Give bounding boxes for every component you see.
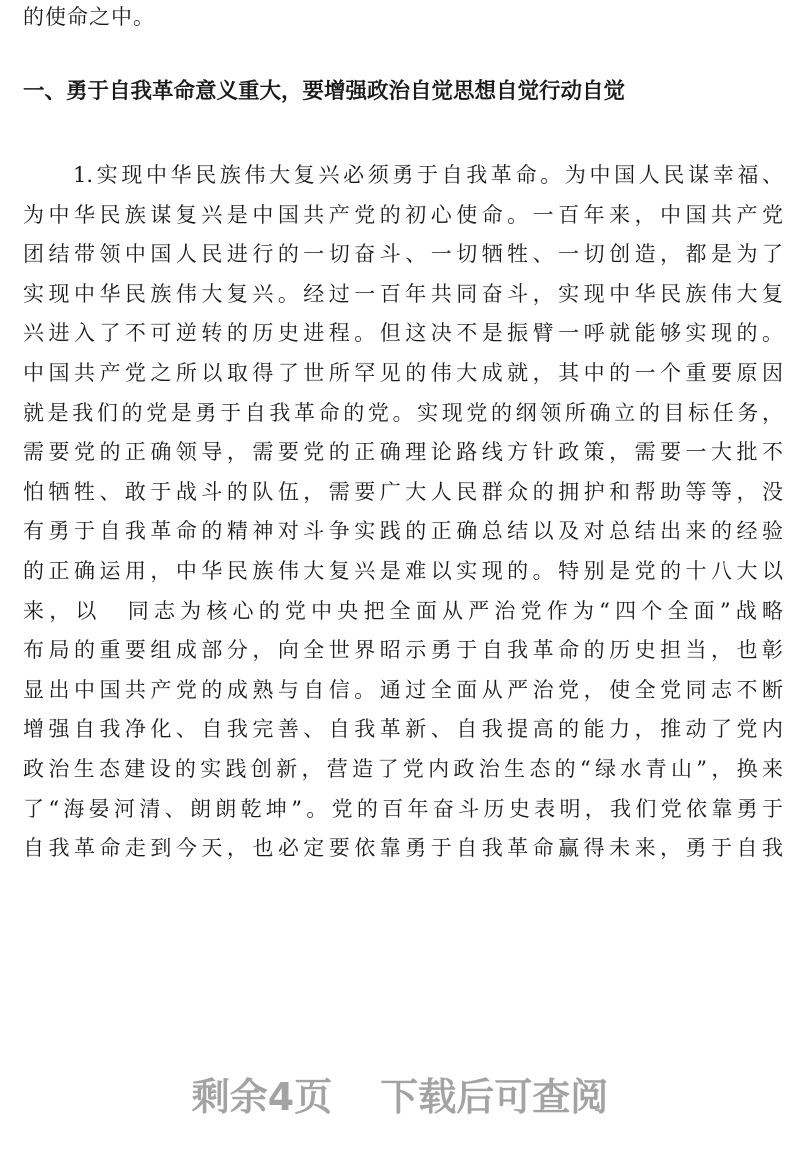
- paragraph-line: 怕牺牲、敢于战斗的队伍，需要广大人民群众的拥护和帮助等等，没: [23, 479, 783, 504]
- download-prompt[interactable]: [0, 1072, 800, 1122]
- remaining-pages-label: 剩余4页: [191, 1075, 333, 1119]
- paragraph-line: 自我革命走到今天，也必定要依靠勇于自我革命赢得未来，勇于自我: [23, 836, 783, 861]
- section-heading: 一、勇于自我革命意义重大，要增强政治自觉思想自觉行动自觉: [23, 79, 626, 104]
- paragraph-line: 显出中国共产党的成熟与自信。通过全面从严治党，使全党同志不断: [23, 677, 783, 702]
- paragraph-line: 团结带领中国人民进行的一切奋斗、一切牺牲、一切创造，都是为了: [23, 242, 783, 267]
- paragraph-line: 政治生态建设的实践创新，营造了党内政治生态的“绿水青山”，换来: [23, 756, 783, 781]
- paragraph-line: 为中华民族谋复兴是中国共产党的初心使命。一百年来，中国共产党: [23, 202, 783, 227]
- previous-paragraph-fragment: 的使命之中。: [23, 5, 155, 29]
- paragraph-line: 1.实现中华民族伟大复兴必须勇于自我革命。为中国人民谋幸福、: [73, 163, 783, 187]
- download-hint-label: 下载后可查阅: [380, 1075, 609, 1119]
- paragraph-line: 来，以 同志为核心的党中央把全面从严治党作为“四个全面”战略: [23, 598, 783, 623]
- paragraph-line: 的正确运用，中华民族伟大复兴是难以实现的。特别是党的十八大以: [23, 558, 783, 583]
- body-paragraph: [23, 156, 783, 869]
- paragraph-line: 需要党的正确领导，需要党的正确理论路线方针政策，需要一大批不: [23, 440, 783, 465]
- paragraph-line: 实现中华民族伟大复兴。经过一百年共同奋斗，实现中华民族伟大复: [23, 281, 783, 306]
- paragraph-line: 了“海晏河清、朗朗乾坤”。党的百年奋斗历史表明，我们党依靠勇于: [23, 796, 783, 821]
- paragraph-line: 兴进入了不可逆转的历史进程。但这决不是振臂一呼就能够实现的。: [23, 321, 783, 346]
- paragraph-line: 增强自我净化、自我完善、自我革新、自我提高的能力，推动了党内: [23, 717, 783, 742]
- paragraph-line: 布局的重要组成部分，向全世界昭示勇于自我革命的历史担当，也彰: [23, 638, 783, 663]
- paragraph-line: 就是我们的党是勇于自我革命的党。实现党的纲领所确立的目标任务，: [23, 400, 783, 425]
- paragraph-line: 中国共产党之所以取得了世所罕见的伟大成就，其中的一个重要原因: [23, 360, 783, 385]
- paragraph-line: 有勇于自我革命的精神对斗争实践的正确总结以及对总结出来的经验: [23, 519, 783, 544]
